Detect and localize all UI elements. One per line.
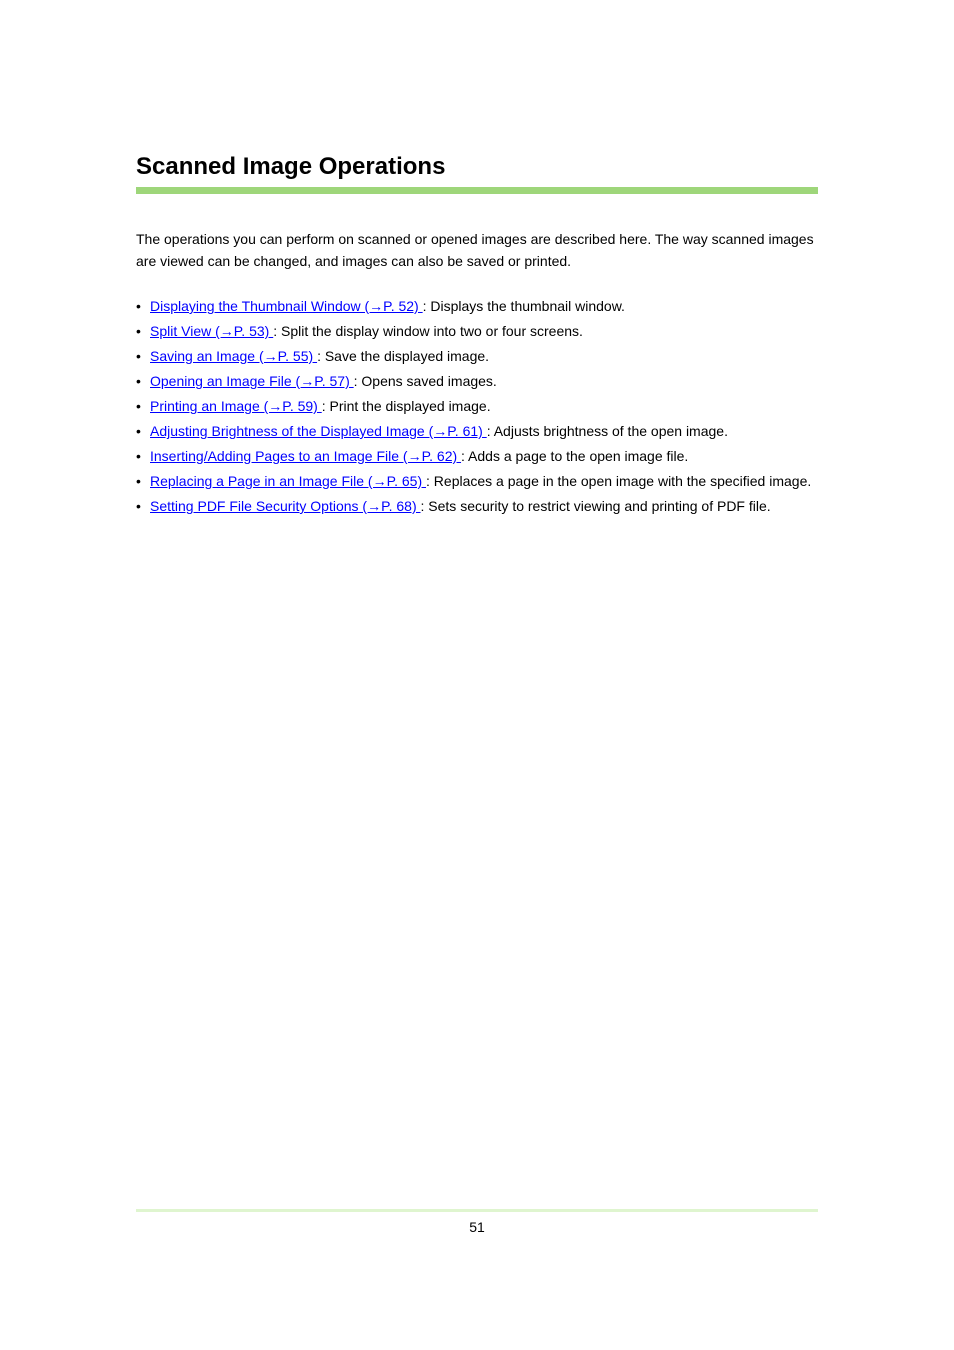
topic-description: : Replaces a page in the open image with the specified image. xyxy=(426,473,812,489)
topic-description: : Print the displayed image. xyxy=(321,398,491,414)
title-rule xyxy=(136,187,818,194)
bullet-icon: • xyxy=(136,323,141,339)
list-item xyxy=(136,296,818,316)
topic-description: : Opens saved images. xyxy=(353,373,497,389)
bullet-icon: • xyxy=(136,498,141,514)
bullet-icon: • xyxy=(136,298,141,314)
list-item xyxy=(136,396,818,416)
topic-link-thumbnail-window[interactable]: Displaying the Thumbnail Window (→P. 52) xyxy=(150,298,423,314)
topic-link-printing-image[interactable]: Printing an Image (→P. 59) xyxy=(150,398,322,414)
list-item xyxy=(136,496,818,516)
list-item xyxy=(136,346,818,366)
list-item xyxy=(136,321,818,341)
bullet-icon: • xyxy=(136,373,141,389)
bullet-icon: • xyxy=(136,348,141,364)
topic-link-split-view[interactable]: Split View (→P. 53) xyxy=(150,323,274,339)
topic-link-replacing-page[interactable]: Replacing a Page in an Image File (→P. 65) xyxy=(150,473,427,489)
bullet-icon: • xyxy=(136,473,141,489)
list-item xyxy=(136,421,818,441)
topic-description: : Adds a page to the open image file. xyxy=(461,448,689,464)
list-item xyxy=(136,471,818,491)
topic-description: : Adjusts brightness of the open image. xyxy=(486,423,728,439)
topic-link-adjusting-brightness[interactable]: Adjusting Brightness of the Displayed Image (→P. 61) xyxy=(150,423,487,439)
page-title: Scanned Image Operations xyxy=(136,153,446,180)
topic-list xyxy=(136,296,818,521)
topic-link-inserting-pages[interactable]: Inserting/Adding Pages to an Image File (→P. 62) xyxy=(150,448,462,464)
topic-link-saving-image[interactable]: Saving an Image (→P. 55) xyxy=(150,348,318,364)
topic-description: : Displays the thumbnail window. xyxy=(422,298,625,314)
topic-description: : Split the display window into two or four screens. xyxy=(273,323,583,339)
topic-description: : Sets security to restrict viewing and printing of PDF file. xyxy=(420,498,771,514)
page-number: 51 xyxy=(469,1219,485,1235)
intro-paragraph: The operations you can perform on scanned or opened images are described here. The way scanned images are viewed can be changed, and images can also be saved or printed. xyxy=(136,231,814,269)
footer-rule xyxy=(136,1209,818,1212)
list-item xyxy=(136,446,818,466)
bullet-icon: • xyxy=(136,398,141,414)
topic-link-pdf-security[interactable]: Setting PDF File Security Options (→P. 68) xyxy=(150,498,421,514)
bullet-icon: • xyxy=(136,448,141,464)
list-item xyxy=(136,371,818,391)
topic-link-opening-image-file[interactable]: Opening an Image File (→P. 57) xyxy=(150,373,354,389)
topic-description: : Save the displayed image. xyxy=(317,348,490,364)
bullet-icon: • xyxy=(136,423,141,439)
